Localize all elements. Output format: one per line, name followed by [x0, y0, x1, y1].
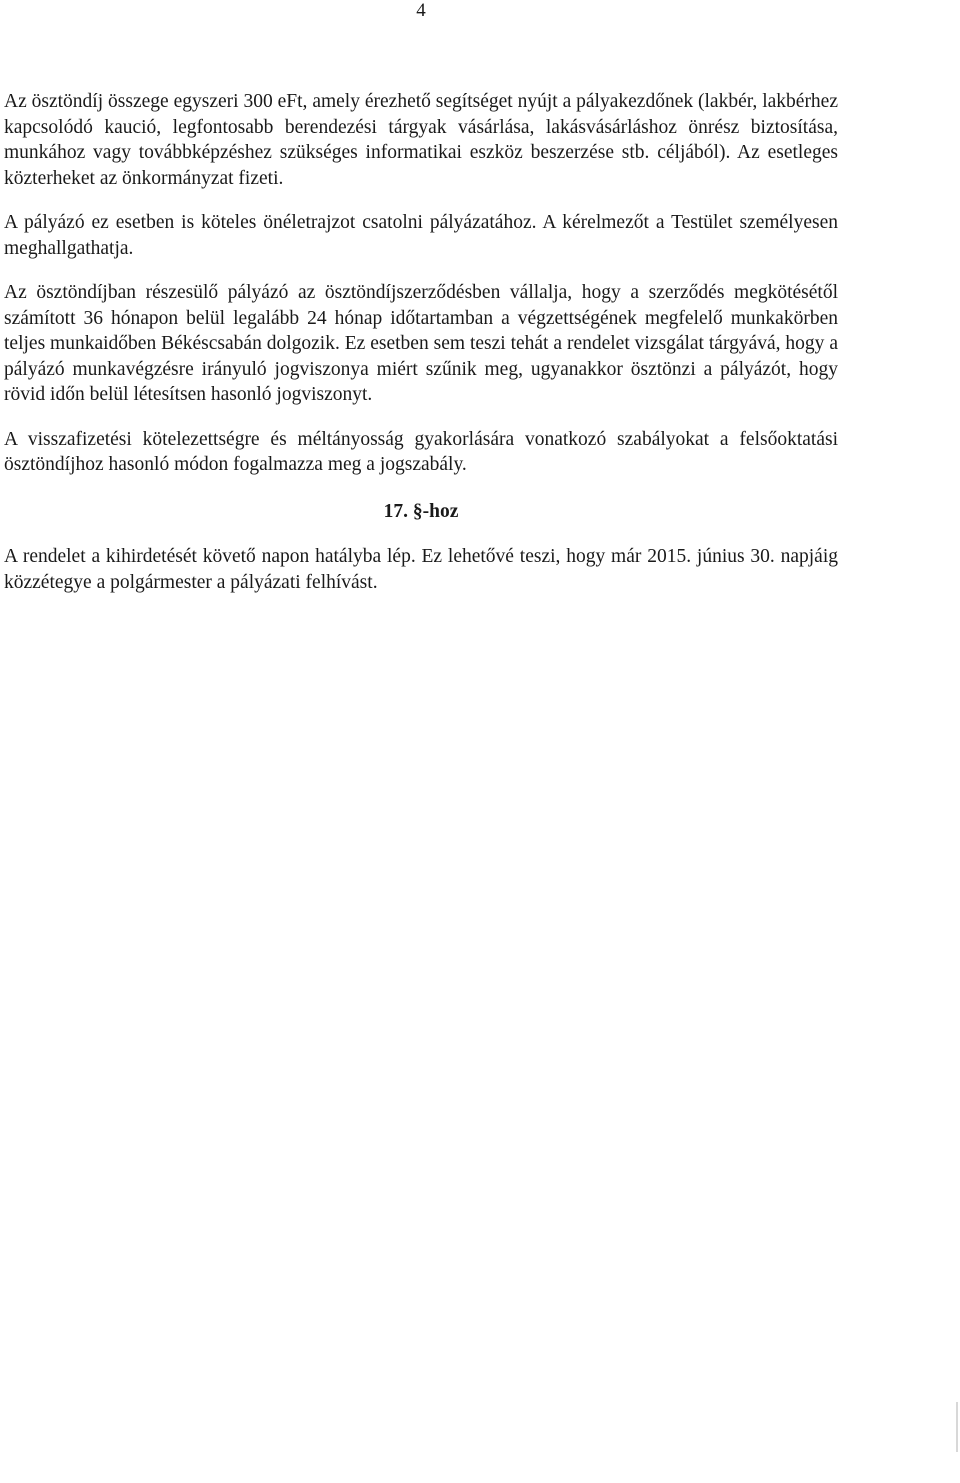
paragraph-repayment-rules: A visszafizetési kötelezettségre és méltányosság gyakorlására vonatkozó szabályokat a felsőoktatási ösztöndíjhoz hasonló módon fogalmazza meg a jogszabály. [4, 428, 838, 475]
scan-edge-mark [956, 1402, 958, 1452]
paragraph-employment-obligation: Az ösztöndíjban részesülő pályázó az ösztöndíjszerződésben vállalja, hogy a szerződés megkötésétől számított 36 hónapon belül legalább 24 hónap időtartamban a végzettségének megfelelő munkakörben teljes munkaidőben Békéscsabán dolgozik. Ez esetben sem teszi tehát a rendelet vizsgálat tárgyává, hogy a pályázó munkavégzésre irányuló jogviszonya miért szűnik meg, ugyanakkor ösztönzi a pályázót, hogy rövid időn belül létesítsen hasonló jogviszonyt. [4, 282, 838, 405]
paragraph-scholarship-amount: Az ösztöndíj összege egyszeri 300 eFt, amely érezhető segítséget nyújt a pályakezdőnek (lakbér, lakbérhez kapcsolódó kaució, legfontosabb berendezési tárgyak vásárlása, lakásvásárláshoz önrész biztosítása, munkához vagy továbbképzéshez szükséges informatikai eszköz beszerzése stb. céljából). Az esetleges közterheket az önkormányzat fizeti. [4, 91, 838, 189]
page-number: 4 [416, 0, 426, 21]
document-body [4, 89, 838, 595]
section-heading: 17. §-hoz [383, 500, 459, 522]
paragraph-cv-requirement: A pályázó ez esetben is köteles önéletrajzot csatolni pályázatához. A kérelmezőt a Testület személyesen meghallgathatja. [4, 212, 838, 259]
paragraph-entry-into-force: A rendelet a kihirdetését követő napon hatályba lép. Ez lehetővé teszi, hogy már 2015. június 30. napjáig közzétegye a polgármester a pályázati felhívást. [4, 546, 838, 593]
